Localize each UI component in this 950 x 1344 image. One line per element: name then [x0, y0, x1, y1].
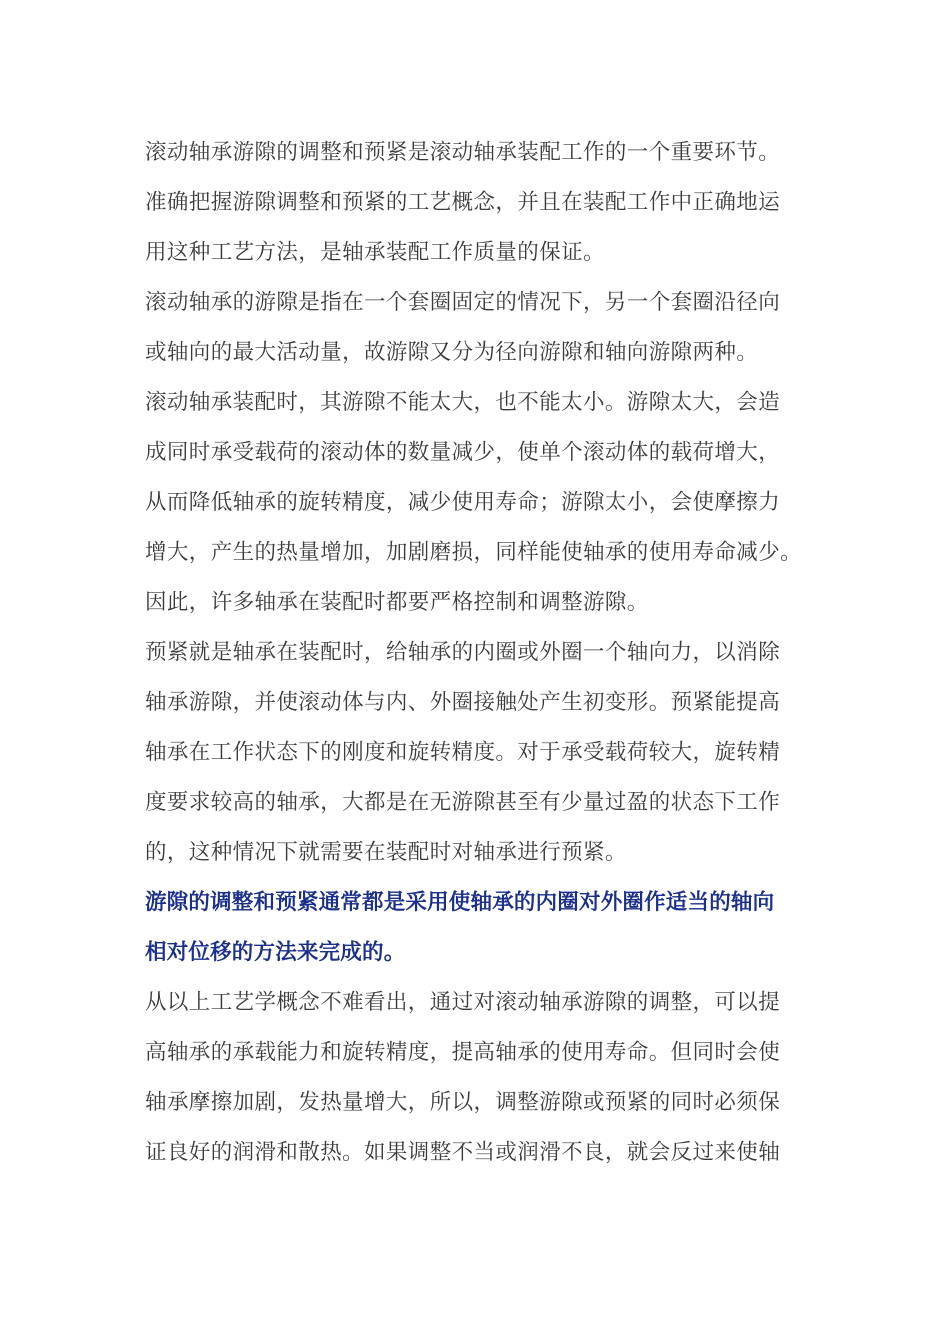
text-line: 滚动轴承装配时，其游隙不能太大，也不能太小。游隙太大，会造: [145, 390, 781, 415]
text-line: 度要求较高的轴承，大都是在无游隙甚至有少量过盈的状态下工作: [145, 790, 781, 815]
text-line: 高轴承的承载能力和旋转精度，提高轴承的使用寿命。但同时会使: [145, 1040, 781, 1065]
paragraph-clearance-effects: [145, 378, 815, 628]
text-line: 的，这种情况下就需要在装配时对轴承进行预紧。: [145, 840, 627, 865]
text-line: 从以上工艺学概念不难看出，通过对滚动轴承游隙的调整，可以提: [145, 990, 781, 1015]
paragraph-preload-definition: [145, 628, 815, 878]
text-line: 用这种工艺方法，是轴承装配工作质量的保证。: [145, 240, 605, 265]
text-line: 证良好的润滑和散热。如果调整不当或润滑不良，就会反过来使轴: [145, 1140, 781, 1165]
text-line: 因此，许多轴承在装配时都要严格控制和调整游隙。: [145, 590, 649, 615]
text-line: 增大，产生的热量增加，加剧磨损，同样能使轴承的使用寿命减少。: [145, 540, 803, 565]
paragraph-highlighted-method: [145, 878, 815, 978]
document-body: [145, 128, 815, 1178]
text-line: 准确把握游隙调整和预紧的工艺概念，并且在装配工作中正确地运: [145, 190, 781, 215]
text-line: 从而降低轴承的旋转精度，减少使用寿命；游隙太小，会使摩擦力: [145, 490, 781, 515]
text-line: 轴承游隙，并使滚动体与内、外圈接触处产生初变形。预紧能提高: [145, 690, 781, 715]
paragraph-intro: [145, 128, 815, 278]
text-line: 轴承摩擦加剧，发热量增大，所以，调整游隙或预紧的同时必须保: [145, 1090, 781, 1115]
text-line: 预紧就是轴承在装配时，给轴承的内圈或外圈一个轴向力，以消除: [145, 640, 781, 665]
text-line: 滚动轴承游隙的调整和预紧是滚动轴承装配工作的一个重要环节。: [145, 140, 781, 165]
paragraph-conclusion: [145, 978, 815, 1178]
text-line: 成同时承受载荷的滚动体的数量减少，使单个滚动体的载荷增大，: [145, 440, 781, 465]
highlighted-text-line: 相对位移的方法来完成的。: [145, 940, 406, 965]
paragraph-clearance-definition: [145, 278, 815, 378]
text-line: 滚动轴承的游隙是指在一个套圈固定的情况下，另一个套圈沿径向: [145, 290, 781, 315]
highlighted-text-line: 游隙的调整和预紧通常都是采用使轴承的内圈对外圈作适当的轴向: [145, 890, 775, 915]
text-line: 轴承在工作状态下的刚度和旋转精度。对于承受载荷较大，旋转精: [145, 740, 781, 765]
text-line: 或轴向的最大活动量，故游隙又分为径向游隙和轴向游隙两种。: [145, 340, 759, 365]
